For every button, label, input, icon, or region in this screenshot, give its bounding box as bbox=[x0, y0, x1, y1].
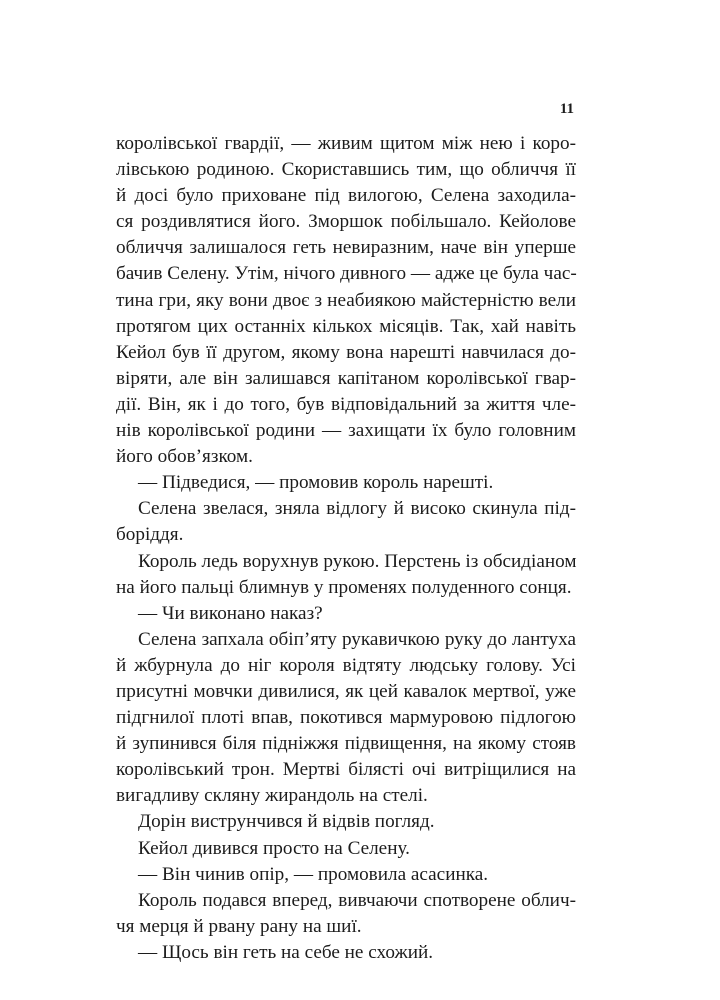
text-line: королівський трон. Мертві білясті очі витріщилися на bbox=[116, 759, 576, 781]
text-line: лівською родиною. Скориставшись тим, що обличчя її bbox=[116, 159, 576, 181]
text-line: протягом цих останніх кількох місяців. Так, хай навіть bbox=[116, 315, 576, 337]
text-line: підгнилої плоті впав, покотився мармуровою підлогою bbox=[116, 707, 576, 729]
text-line: — Щось він геть на себе не схожий. bbox=[138, 941, 434, 963]
page-number: 11 bbox=[559, 101, 574, 117]
text-line: Кейол був її другом, якому вона нарешті навчилася до- bbox=[116, 341, 576, 363]
text-line: й досі було приховане під вилогою, Селена заходила- bbox=[116, 185, 576, 207]
text-line: ся роздивлятися його. Зморшок побільшало. Кейолове bbox=[116, 211, 576, 233]
text-line: бачив Селену. Утім, нічого дивного — адже це була час- bbox=[116, 263, 577, 285]
text-line: боріддя. bbox=[116, 524, 184, 546]
text-line: чя мерця й рвану рану на шиї. bbox=[116, 915, 362, 937]
text-line: тина гри, яку вони двоє з неабиякою майстерністю вели bbox=[116, 289, 576, 311]
text-line: вигадливу скляну жирандоль на стелі. bbox=[116, 785, 428, 807]
text-line: — Чи виконано наказ? bbox=[138, 602, 323, 624]
text-line: Селена звелася, зняла відлогу й високо скинула під- bbox=[138, 498, 576, 520]
text-line: його обов’язком. bbox=[116, 446, 253, 468]
text-line: Король подався вперед, вивчаючи спотворене облич- bbox=[138, 889, 576, 911]
text-line: на його пальці блимнув у променях полуденного сонця. bbox=[116, 576, 572, 598]
text-line: присутні мовчки дивилися, як цей кавалок мертвої, уже bbox=[116, 680, 576, 702]
text-line: Король ледь ворухнув рукою. Перстень із обсидіаном bbox=[138, 550, 577, 572]
text-line: й зупинився біля підніжжя підвищення, на якому стояв bbox=[116, 733, 576, 755]
text-line: обличчя залишалося геть невиразним, наче він уперше bbox=[116, 237, 576, 259]
text-line: — Підведися, — промовив король нарешті. bbox=[138, 472, 494, 494]
body-text bbox=[116, 131, 576, 966]
text-line: Селена запхала обіп’яту рукавичкою руку до лантуха bbox=[138, 628, 576, 650]
text-line: Кейол дивився просто на Селену. bbox=[138, 837, 410, 859]
text-line: нів королівської родини — захищати їх було головним bbox=[116, 420, 576, 442]
text-line: королівської гвардії, — живим щитом між нею і коро- bbox=[116, 133, 576, 154]
text-line: й жбурнула до ніг короля відтяту людську голову. Усі bbox=[116, 654, 576, 676]
text-line: Дорін виструнчився й відвів погляд. bbox=[138, 811, 435, 833]
text-line: дії. Він, як і до того, був відповідальний за життя чле- bbox=[116, 393, 576, 415]
text-line: віряти, але він залишався капітаном королівської гвар- bbox=[116, 367, 576, 389]
text-line: — Він чинив опір, — промовила асасинка. bbox=[138, 863, 489, 885]
